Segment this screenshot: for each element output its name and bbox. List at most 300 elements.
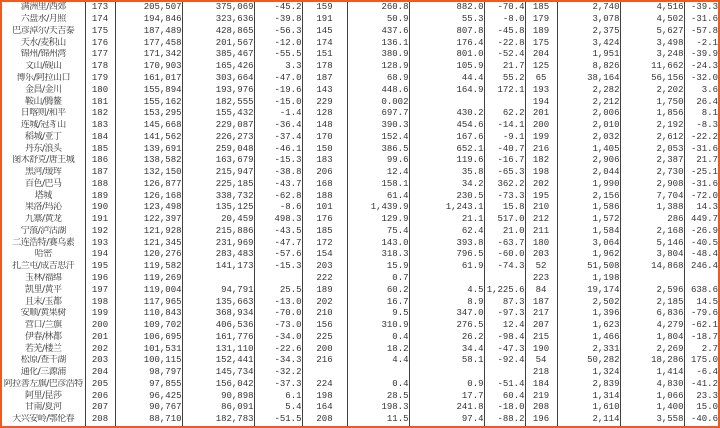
value-cell[interactable]: 188 — [85, 178, 115, 190]
value-cell[interactable]: 215 — [525, 331, 557, 343]
value-cell[interactable]: 1,405 — [557, 143, 620, 155]
airport-name-cell[interactable]: 锦州/锦州湾 — [2, 49, 85, 61]
value-cell[interactable]: 368,934 — [182, 308, 254, 320]
value-cell[interactable]: 223 — [525, 273, 557, 285]
value-cell[interactable]: 197 — [85, 284, 115, 296]
value-cell[interactable]: 204 — [85, 367, 115, 379]
value-cell[interactable] — [484, 96, 525, 108]
value-cell[interactable]: 155,162 — [115, 96, 182, 108]
value-cell[interactable]: 191 — [85, 214, 115, 226]
airport-name-cell[interactable]: 丹东/浪头 — [2, 143, 85, 155]
value-cell[interactable]: -73.3 — [484, 190, 525, 202]
airport-name-cell[interactable]: 稻城/亚丁 — [2, 131, 85, 143]
value-cell[interactable]: 0.4 — [347, 331, 409, 343]
value-cell[interactable]: 106,695 — [115, 331, 182, 343]
value-cell[interactable]: 200 — [85, 320, 115, 332]
value-cell[interactable]: 187,489 — [115, 26, 182, 38]
value-cell[interactable]: 1,314 — [557, 390, 620, 402]
airport-name-cell[interactable]: 甘南/夏河 — [2, 402, 85, 414]
value-cell[interactable]: 203 — [85, 355, 115, 367]
value-cell[interactable]: -36.4 — [254, 120, 302, 132]
value-cell[interactable]: -62.1 — [690, 320, 718, 331]
value-cell[interactable]: 1,225.6 — [484, 284, 525, 296]
value-cell[interactable]: 21.7 — [484, 61, 525, 73]
airport-name-cell[interactable]: 九寨/黄龙 — [2, 214, 85, 226]
value-cell[interactable]: 164.9 — [409, 84, 484, 96]
value-cell[interactable]: 1,388 — [620, 202, 684, 214]
value-cell[interactable]: -41.2 — [690, 378, 718, 389]
value-cell[interactable]: 62.2 — [484, 108, 525, 120]
value-cell[interactable]: 11.5 — [347, 414, 409, 426]
value-cell[interactable]: -57.6 — [254, 249, 302, 261]
value-cell[interactable]: 165,426 — [182, 61, 254, 73]
value-cell[interactable]: -79.6 — [690, 308, 718, 319]
airport-name-cell[interactable]: 图木舒克/唐王城 — [2, 155, 85, 167]
value-cell[interactable]: 208 — [85, 414, 115, 426]
airport-name-cell[interactable]: 哈密 — [2, 249, 85, 261]
value-cell[interactable] — [684, 273, 718, 285]
value-cell[interactable] — [347, 367, 409, 379]
value-cell[interactable]: 171,342 — [115, 49, 182, 61]
value-cell[interactable]: 21.0 — [484, 226, 525, 238]
value-cell[interactable]: 217 — [525, 308, 557, 320]
value-cell[interactable]: 2,156 — [557, 190, 620, 202]
value-cell[interactable]: 3,558 — [620, 414, 684, 426]
value-cell[interactable]: 170,903 — [115, 61, 182, 73]
value-cell[interactable]: 2,387 — [620, 155, 684, 167]
value-cell[interactable]: 177,458 — [115, 37, 182, 49]
value-cell[interactable]: -9.1 — [484, 131, 525, 143]
value-cell[interactable]: 150 — [302, 143, 347, 155]
value-cell[interactable]: -31.6 — [690, 143, 718, 154]
value-cell[interactable]: 205 — [85, 379, 115, 391]
value-cell[interactable]: 225 — [302, 331, 347, 343]
value-cell[interactable]: 2,114 — [557, 414, 620, 426]
value-cell[interactable]: -47.7 — [254, 237, 302, 249]
value-cell[interactable]: 122,397 — [115, 214, 182, 226]
value-cell[interactable]: 195 — [85, 261, 115, 273]
value-cell[interactable]: 2,053 — [620, 143, 684, 155]
value-cell[interactable]: -74.3 — [484, 261, 525, 273]
value-cell[interactable]: 139,691 — [115, 143, 182, 155]
value-cell[interactable] — [409, 96, 484, 108]
value-cell[interactable]: 3,498 — [620, 37, 684, 49]
value-cell[interactable]: 189 — [525, 26, 557, 38]
value-cell[interactable]: 4.4 — [347, 355, 409, 367]
value-cell[interactable]: 8,826 — [557, 61, 620, 73]
value-cell[interactable]: 128 — [302, 108, 347, 120]
value-cell[interactable]: 12.4 — [484, 320, 525, 332]
value-cell[interactable]: 187 — [525, 296, 557, 308]
value-cell[interactable]: 260.8 — [347, 2, 409, 14]
value-cell[interactable]: 216 — [302, 355, 347, 367]
value-cell[interactable]: 120,276 — [115, 249, 182, 261]
value-cell[interactable]: 52 — [525, 261, 557, 273]
value-cell[interactable]: 1,414 — [620, 367, 684, 379]
value-cell[interactable]: -56.3 — [254, 26, 302, 38]
value-cell[interactable]: 143 — [302, 84, 347, 96]
value-cell[interactable]: 1,623 — [557, 320, 620, 332]
value-cell[interactable]: 2,006 — [557, 108, 620, 120]
value-cell[interactable]: 198.3 — [347, 402, 409, 414]
value-cell[interactable]: 175 — [525, 37, 557, 49]
value-cell[interactable]: 2,596 — [620, 284, 684, 296]
value-cell[interactable]: 183 — [85, 120, 115, 132]
value-cell[interactable]: 143.0 — [347, 237, 409, 249]
value-cell[interactable]: -39.3 — [690, 2, 718, 13]
value-cell[interactable]: -47.3 — [484, 343, 525, 355]
value-cell[interactable]: -62.8 — [254, 190, 302, 202]
value-cell[interactable]: 1,466 — [557, 331, 620, 343]
airport-name-cell[interactable]: 百色/巴马 — [2, 178, 85, 190]
value-cell[interactable]: 276.5 — [409, 320, 484, 332]
value-cell[interactable]: 286 — [620, 214, 684, 226]
airport-name-cell[interactable]: 博乐/阿拉山口 — [2, 73, 85, 85]
value-cell[interactable]: 148 — [302, 120, 347, 132]
value-cell[interactable]: 61.9 — [409, 261, 484, 273]
airport-name-cell[interactable]: 营口/兰旗 — [2, 320, 85, 332]
value-cell[interactable]: 185 — [525, 2, 557, 14]
value-cell[interactable]: 174 — [302, 37, 347, 49]
value-cell[interactable]: -40.5 — [690, 237, 718, 248]
value-cell[interactable]: 50,282 — [557, 355, 620, 367]
value-cell[interactable]: 187 — [85, 167, 115, 179]
value-cell[interactable]: 11,662 — [620, 61, 684, 73]
value-cell[interactable]: 96,425 — [115, 390, 182, 402]
value-cell[interactable]: 5.4 — [254, 402, 302, 414]
value-cell[interactable]: 208 — [525, 402, 557, 414]
value-cell[interactable]: 2,269 — [620, 343, 684, 355]
value-cell[interactable]: 801.0 — [409, 49, 484, 61]
value-cell[interactable]: 393.8 — [409, 237, 484, 249]
value-cell[interactable]: 198 — [525, 167, 557, 179]
value-cell[interactable]: 97.4 — [409, 414, 484, 426]
value-cell[interactable]: 179 — [525, 14, 557, 26]
value-cell[interactable]: -37.4 — [254, 131, 302, 143]
value-cell[interactable]: 56,156 — [620, 73, 684, 85]
value-cell[interactable]: 98,797 — [115, 367, 182, 379]
value-cell[interactable]: -22.6 — [254, 343, 302, 355]
value-cell[interactable]: 68.9 — [347, 73, 409, 85]
airport-name-cell[interactable]: 鞍山/腾鳌 — [2, 96, 85, 108]
airport-name-cell[interactable]: 且末/玉都 — [2, 296, 85, 308]
value-cell[interactable]: 161,776 — [182, 331, 254, 343]
value-cell[interactable]: -48.4 — [690, 249, 718, 260]
value-cell[interactable]: 14.3 — [696, 202, 718, 213]
value-cell[interactable]: -8.0 — [484, 14, 525, 26]
value-cell[interactable]: 1,584 — [557, 226, 620, 238]
value-cell[interactable]: 283,483 — [182, 249, 254, 261]
value-cell[interactable]: 141,562 — [115, 131, 182, 143]
airport-name-cell[interactable]: 黑河/瑷珲 — [2, 167, 85, 179]
value-cell[interactable]: 390.3 — [347, 120, 409, 132]
value-cell[interactable]: -51.5 — [254, 414, 302, 426]
value-cell[interactable]: 151 — [302, 49, 347, 61]
value-cell[interactable]: -92.4 — [484, 355, 525, 367]
value-cell[interactable]: 175.0 — [690, 355, 718, 366]
value-cell[interactable]: 200 — [525, 120, 557, 132]
value-cell[interactable]: 176 — [85, 37, 115, 49]
value-cell[interactable]: 44.4 — [409, 73, 484, 85]
value-cell[interactable]: 54 — [525, 355, 557, 367]
value-cell[interactable]: 215,886 — [182, 226, 254, 238]
value-cell[interactable]: 380.9 — [347, 49, 409, 61]
value-cell[interactable]: -24.3 — [690, 61, 718, 72]
value-cell[interactable]: 182,555 — [182, 96, 254, 108]
value-cell[interactable]: 1,804 — [620, 331, 684, 343]
value-cell[interactable]: 207 — [525, 320, 557, 332]
value-cell[interactable]: 187 — [302, 73, 347, 85]
value-cell[interactable]: 1,243.1 — [409, 202, 484, 214]
value-cell[interactable]: -37.3 — [254, 379, 302, 391]
value-cell[interactable]: 123,498 — [115, 202, 182, 214]
value-cell[interactable]: 170 — [302, 131, 347, 143]
value-cell[interactable]: 60.2 — [347, 284, 409, 296]
value-cell[interactable]: 222 — [302, 273, 347, 285]
value-cell[interactable]: 126,168 — [115, 190, 182, 202]
value-cell[interactable]: 18.2 — [347, 343, 409, 355]
value-cell[interactable]: 25.5 — [254, 284, 302, 296]
value-cell[interactable]: 5,146 — [620, 237, 684, 249]
value-cell[interactable]: 2,908 — [620, 178, 684, 190]
value-cell[interactable]: 362.2 — [484, 178, 525, 190]
value-cell[interactable]: -55.5 — [254, 49, 302, 61]
value-cell[interactable]: 347.0 — [409, 308, 484, 320]
airport-name-cell[interactable]: 二连浩特/赛乌素 — [2, 237, 85, 249]
value-cell[interactable]: -1.4 — [254, 108, 302, 120]
value-cell[interactable]: -72.0 — [690, 190, 718, 201]
value-cell[interactable]: 7,704 — [620, 190, 684, 202]
value-cell[interactable]: 50.9 — [347, 14, 409, 26]
value-cell[interactable]: 164 — [302, 402, 347, 414]
value-cell[interactable]: 138,582 — [115, 155, 182, 167]
value-cell[interactable]: -31.6 — [690, 14, 718, 25]
value-cell[interactable]: 172 — [302, 237, 347, 249]
value-cell[interactable]: 128.9 — [347, 61, 409, 73]
value-cell[interactable]: 638.6 — [690, 284, 718, 295]
value-cell[interactable]: 193 — [85, 237, 115, 249]
value-cell[interactable]: 2,730 — [620, 167, 684, 179]
airport-name-cell[interactable]: 果洛/玛沁 — [2, 202, 85, 214]
value-cell[interactable]: 318.3 — [347, 249, 409, 261]
value-cell[interactable]: 1,856 — [620, 108, 684, 120]
value-cell[interactable]: 201,567 — [182, 37, 254, 49]
value-cell[interactable]: 4,830 — [620, 379, 684, 391]
value-cell[interactable]: 17.7 — [409, 390, 484, 402]
value-cell[interactable]: 184 — [85, 131, 115, 143]
airport-name-cell[interactable]: 日喀则/和平 — [2, 108, 85, 120]
value-cell[interactable]: 246.4 — [690, 261, 718, 272]
value-cell[interactable]: 449.7 — [690, 214, 718, 225]
value-cell[interactable]: 182 — [85, 108, 115, 120]
value-cell[interactable]: 375,069 — [182, 2, 254, 14]
value-cell[interactable]: -31.6 — [690, 178, 718, 189]
value-cell[interactable]: 97,855 — [115, 379, 182, 391]
value-cell[interactable]: 131,110 — [182, 343, 254, 355]
value-cell[interactable]: 163,679 — [182, 155, 254, 167]
value-cell[interactable]: -26.9 — [690, 225, 718, 236]
value-cell[interactable]: 34.2 — [409, 178, 484, 190]
value-cell[interactable]: 188 — [302, 190, 347, 202]
value-cell[interactable]: 231,969 — [182, 237, 254, 249]
value-cell[interactable]: 517.0 — [484, 214, 525, 226]
value-cell[interactable]: 190 — [525, 343, 557, 355]
value-cell[interactable]: 60.4 — [484, 390, 525, 402]
value-cell[interactable]: 202 — [85, 343, 115, 355]
value-cell[interactable]: 16.7 — [347, 296, 409, 308]
value-cell[interactable]: 219 — [525, 390, 557, 402]
value-cell[interactable]: 2,010 — [557, 120, 620, 132]
airport-name-cell[interactable]: 安顺/黄果树 — [2, 308, 85, 320]
value-cell[interactable]: -60.0 — [484, 249, 525, 261]
value-cell[interactable]: -15.0 — [254, 96, 302, 108]
value-cell[interactable]: 3,424 — [557, 37, 620, 49]
airport-name-cell[interactable]: 扎兰屯/成吉思汗 — [2, 261, 85, 273]
value-cell[interactable]: -16.7 — [484, 155, 525, 167]
value-cell[interactable]: 1,572 — [557, 214, 620, 226]
value-cell[interactable]: 189 — [302, 284, 347, 296]
value-cell[interactable] — [620, 273, 684, 285]
value-cell[interactable]: 190 — [85, 202, 115, 214]
value-cell[interactable]: 2,502 — [557, 296, 620, 308]
value-cell[interactable]: 211 — [525, 226, 557, 238]
value-cell[interactable]: 196 — [525, 414, 557, 426]
value-cell[interactable]: 145,734 — [182, 367, 254, 379]
value-cell[interactable]: 448.6 — [347, 84, 409, 96]
value-cell[interactable]: -88.2 — [484, 414, 525, 426]
value-cell[interactable]: 167.6 — [409, 131, 484, 143]
value-cell[interactable]: 2,192 — [620, 120, 684, 132]
value-cell[interactable]: 2,282 — [557, 84, 620, 96]
value-cell[interactable]: 2,032 — [557, 131, 620, 143]
value-cell[interactable] — [254, 273, 302, 285]
value-cell[interactable]: 110,843 — [115, 308, 182, 320]
value-cell[interactable]: 196 — [85, 273, 115, 285]
value-cell[interactable]: 212 — [525, 214, 557, 226]
value-cell[interactable]: 125 — [525, 61, 557, 73]
value-cell[interactable]: 807.8 — [409, 26, 484, 38]
value-cell[interactable]: 121,928 — [115, 226, 182, 238]
value-cell[interactable]: 186 — [85, 155, 115, 167]
value-cell[interactable]: 181 — [85, 96, 115, 108]
value-cell[interactable]: 35.8 — [409, 167, 484, 179]
value-cell[interactable]: 132,150 — [115, 167, 182, 179]
value-cell[interactable]: 210 — [302, 308, 347, 320]
value-cell[interactable]: 199 — [525, 131, 557, 143]
value-cell[interactable]: 1,610 — [557, 402, 620, 414]
value-cell[interactable]: 8.1 — [701, 108, 718, 119]
value-cell[interactable]: 182 — [525, 155, 557, 167]
airport-name-cell[interactable]: 若羌/楼兰 — [2, 343, 85, 355]
value-cell[interactable]: 1,198 — [557, 273, 620, 285]
value-cell[interactable]: 121,345 — [115, 237, 182, 249]
value-cell[interactable]: 18,286 — [620, 355, 684, 367]
value-cell[interactable]: 210 — [525, 202, 557, 214]
airport-name-cell[interactable]: 凯里/黄平 — [2, 284, 85, 296]
value-cell[interactable] — [182, 273, 254, 285]
value-cell[interactable]: 2,168 — [620, 226, 684, 238]
value-cell[interactable]: 1,396 — [557, 308, 620, 320]
value-cell[interactable]: 23.3 — [696, 390, 718, 401]
value-cell[interactable]: 38,164 — [557, 73, 620, 85]
value-cell[interactable] — [484, 367, 525, 379]
value-cell[interactable]: 191 — [302, 14, 347, 26]
value-cell[interactable]: 184 — [525, 379, 557, 391]
value-cell[interactable]: 28.5 — [347, 390, 409, 402]
value-cell[interactable]: 21.7 — [696, 155, 718, 166]
value-cell[interactable]: 6.1 — [254, 390, 302, 402]
value-cell[interactable]: -32.0 — [690, 72, 718, 83]
value-cell[interactable]: 65 — [525, 73, 557, 85]
value-cell[interactable]: 2,375 — [557, 26, 620, 38]
value-cell[interactable]: 386.5 — [347, 143, 409, 155]
value-cell[interactable]: 226,273 — [182, 131, 254, 143]
value-cell[interactable]: 1,750 — [620, 96, 684, 108]
value-cell[interactable]: 215,947 — [182, 167, 254, 179]
value-cell[interactable]: 203 — [302, 261, 347, 273]
value-cell[interactable]: 109,702 — [115, 320, 182, 332]
value-cell[interactable]: 194 — [525, 96, 557, 108]
value-cell[interactable]: 154 — [302, 249, 347, 261]
value-cell[interactable]: -13.0 — [254, 296, 302, 308]
value-cell[interactable]: 135,125 — [182, 202, 254, 214]
value-cell[interactable]: 119,004 — [115, 284, 182, 296]
value-cell[interactable]: 99.6 — [347, 155, 409, 167]
value-cell[interactable]: -38.8 — [254, 167, 302, 179]
value-cell[interactable]: -57.8 — [690, 25, 718, 36]
value-cell[interactable]: 4.5 — [409, 284, 484, 296]
value-cell[interactable]: 15.8 — [484, 202, 525, 214]
value-cell[interactable]: 178 — [85, 61, 115, 73]
value-cell[interactable]: -73.0 — [254, 320, 302, 332]
value-cell[interactable]: 3,078 — [557, 14, 620, 26]
value-cell[interactable]: 182,783 — [182, 414, 254, 426]
value-cell[interactable]: 12.4 — [347, 167, 409, 179]
value-cell[interactable]: -70.0 — [254, 308, 302, 320]
value-cell[interactable]: 498.3 — [254, 214, 302, 226]
value-cell[interactable]: 172.1 — [484, 84, 525, 96]
value-cell[interactable]: 2,612 — [620, 131, 684, 143]
value-cell[interactable]: 141,173 — [182, 261, 254, 273]
value-cell[interactable]: -32.2 — [254, 367, 302, 379]
value-cell[interactable]: 3.6 — [701, 84, 718, 95]
value-cell[interactable]: 428,865 — [182, 26, 254, 38]
value-cell[interactable]: 216 — [525, 143, 557, 155]
value-cell[interactable]: 454.6 — [409, 120, 484, 132]
value-cell[interactable]: 192 — [85, 226, 115, 238]
value-cell[interactable]: 178 — [302, 61, 347, 73]
value-cell[interactable]: 200 — [302, 343, 347, 355]
value-cell[interactable]: -45.2 — [254, 2, 302, 14]
value-cell[interactable]: 145,668 — [115, 120, 182, 132]
value-cell[interactable]: 156 — [302, 320, 347, 332]
value-cell[interactable]: 26.2 — [409, 331, 484, 343]
value-cell[interactable]: 26.4 — [696, 96, 718, 107]
value-cell[interactable]: 75.4 — [347, 226, 409, 238]
value-cell[interactable]: -8.3 — [696, 120, 718, 131]
airport-name-cell[interactable]: 通化/三源浦 — [2, 367, 85, 379]
value-cell[interactable]: 34.4 — [409, 343, 484, 355]
value-cell[interactable]: 796.5 — [409, 249, 484, 261]
value-cell[interactable]: 194,846 — [115, 14, 182, 26]
value-cell[interactable]: 136.1 — [347, 37, 409, 49]
value-cell[interactable]: -2.1 — [696, 37, 718, 48]
value-cell[interactable]: 2,331 — [557, 343, 620, 355]
airport-name-cell[interactable]: 伊春/林都 — [2, 331, 85, 343]
airport-name-cell[interactable]: 大兴安岭/鄂伦春 — [2, 414, 85, 426]
value-cell[interactable]: 0.7 — [347, 273, 409, 285]
value-cell[interactable]: 406,536 — [182, 320, 254, 332]
